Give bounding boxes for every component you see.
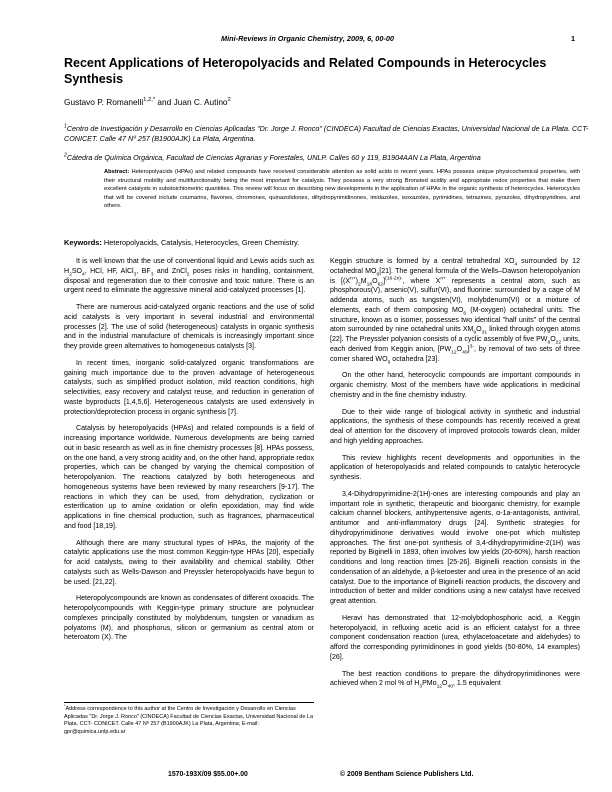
body-paragraph: 3,4-Dihydropyrimidine-2(1H)-ones are interesting compounds and play an important role in synthetic, therapeutic and bioorganic chemistry, for example calcium channel blockers, antihypertensive agents, α-1a-antagonists, antiviral, antitumor and anti-inflammatory drugs [24]. Synthetic strategies for dihydropyrimidinone derivatives would involve one-pot which multistep approaches. The first one-pot synthesis of 3,4-dihydropyrimidine-2(1H) was reported by Biginelli in 1893, often involves low yields (20-60%), harsh reaction conditions and long reaction times [25-26]. Biginelli reaction consists in the condensation of an aldehyde, a β-ketoester and urea in the presence of an acid catalyst. Due to the importance of Biginelli reaction products, the discovery and introduction of better and milder conditions using a new catalyst have received great attention. <box>330 490 580 605</box>
keywords-label: Keywords: <box>64 238 102 247</box>
article-title: Recent Applications of Heteropolyacids and Related Compounds in Heterocycles Synthesis <box>64 56 547 86</box>
footnote-text: Address correspondence to this author at the Centro de Investigación y Desarrollo en Ciencias Aplicadas "Dr. Jorge J. Ronco" (CINDECA) Facultad de Ciencias Exactas, Universidad Nacional de La Plata. CCT- CONICET. Calle 47 Nº 257 (B1900AJK) La Plata, Argentina; E-mail: gpr@quimica.unlp.edu.ar <box>64 706 314 735</box>
left-column <box>64 257 314 650</box>
right-column <box>330 257 580 696</box>
author-name: Juan C. Autino <box>173 97 228 107</box>
copyright-notice: © 2009 Bentham Science Publishers Ltd. <box>340 771 474 778</box>
affiliation-superscript: 1 <box>64 123 67 130</box>
affiliation-2 <box>64 153 589 163</box>
body-paragraph: Although there are many structural types of HPAs, the majority of the catalytic applications use the most common Keggin-type HPAs [20], especially for acid catalysts, owing to their availability and chemical stability. Other catalysts such as Wells-Dawson and Preyssler heteropolyacids have begun to be used. [21,22]. <box>64 539 314 586</box>
affiliation-superscript: 2 <box>64 152 67 159</box>
body-paragraph: Heravi has demonstrated that 12-molybdophosphoric acid, a Keggin heteropolyacid, in refluxing acetic acid is an efficient catalyst for a three component condensation reaction (urea, ethylacetoacetate and aldehydes) to afford the corresponding pyrimidinones in good yields (50-80%, 14 examples) [26]. <box>330 614 580 661</box>
author-name: Gustavo P. Romanelli <box>64 97 144 107</box>
footnote-mark: * <box>64 704 66 709</box>
author-line <box>64 97 584 107</box>
running-head <box>40 34 575 46</box>
body-paragraph: Keggin structure is formed by a central tetrahedral $XO_4$ surrounded by 12 octahedral $MO_6[21]$. The general formula of the Wells–Dawson heteropolyanion is $[(X^{n+})_2M_{18}O_{62}]^{(16-2n)-}$, where $X^{n+}$ represents a central atom, such as phosphorous(V), arsenic(V), sulfur(VI), and fluorine: surrounded by a cage of M addenda atoms, such as tungsten(VI), molybdenum(VI) or a mixture of elements, each of them composing $MO_6$ (M-oxygen) octahedral units. The structure, known as α isomer, possesses two identical "half units" of the central atom surrounded by nine octahedral units $XM_9O_{31}$ linked through oxygen atoms [22]. The Preyssler polyanion consists of a cyclic assembly of five $PW_6O_{22}$ units, each derived from Keggin anion, $[PW_{12}O_{40}]^{3-}$, by removal of two sets of three corner shared $WO_6$ octahedra [23]. <box>330 258 580 365</box>
keywords-text: Heteropolyacids, Catalysis, Heterocycles, Green Chemistry. <box>103 238 300 247</box>
page-number: 1 <box>570 34 575 43</box>
author-superscript: 2 <box>227 97 231 104</box>
body-paragraph: It is well known that the use of conventional liquid and Lewis acids such as $H_2SO_4$, HCl, HF, AlCl$_3$, $BF_3$ and ZnCl$_2$ poses risks in handling, containment, disposal and regeneration due to their corrosive and toxic nature. There is an urgent need to eliminate the aggressive mineral acid-catalyzed processes [1]. <box>64 258 315 295</box>
abstract-text: Heteropolyacids (HPAs) and related compounds have received considerable attention as solid acids in recent years. HPAs possess unique physicochemical properties, with their structural mobility and multifunctionality being the most important for catalysis. They possess a very strong Bronsted acidity and appropriate redox properties that make them excellent catalysts in substoichiometric quantities. This review will focus on describing new developments in the application of HPAs in the organic synthesis of heterocycles. Heterocycles that will be covered include coumarins, flavones, chromones, quinazolidones, dihydropyrimidinones, imidazoles, isoxazoles, pyrimidines, tetrazines, pyrazoles, dihydropyridines, and others. <box>104 169 580 209</box>
abstract <box>104 168 580 211</box>
affiliation-1 <box>64 124 589 144</box>
journal-citation: Mini-Reviews in Organic Chemistry, 2009, 6, 00-00 <box>221 34 394 43</box>
body-paragraph: This review highlights recent developments and opportunities in the application of heteropolyacids and related compounds to catalytic heterocycle synthesis. <box>330 454 580 481</box>
body-paragraph: On the other hand, heterocyclic compounds are important compounds in organic chemistry. Most of the members have wide applications in medicinal chemistry and in the fine chemistry industry. <box>330 372 580 399</box>
author-conjunction: and <box>157 97 172 107</box>
affiliation-text: Cátedra de Química Orgánica, Facultad de Ciencias Agrarias y Forestales, UNLP. Calles 60 y 119, B1904AAN La Plata, Argentina <box>66 153 481 162</box>
body-paragraph: Due to their wide range of biological activity in synthetic and industrial applications, the synthesis of these compounds has recently received a great deal of attention for the discovery of improved protocols towards clean, milder and high yielding approaches. <box>330 408 580 445</box>
abstract-label: Abstract: <box>104 169 130 175</box>
body-paragraph: In recent times, inorganic solid-catalyzed organic transformations are gaining much importance due to the proven advantage of heterogeneous catalysts, such as simplified product isolation, mild reaction conditions, high selectivities, easy recovery and catalyst reuse, and reduction in generation of waste byproducts [1,4,5,6]. Heterogeneous catalysts are used extensively in protection/deprotection process in organic synthesis [7]. <box>64 359 314 416</box>
correspondence-footnote <box>64 702 314 736</box>
affiliation-text: Centro de Investigación y Desarrollo en Ciencias Aplicadas "Dr. Jorge J. Ronco" (CINDECA) Facultad de Ciencias Exactas, Universidad Nacional de La Plata. CCT- CONICET. Calle 47 Nº 257 (B1900AJK) La Plata, Argentina. <box>64 124 589 143</box>
issn-price: 1570-193X/09 $55.00+.00 <box>168 771 248 778</box>
body-paragraph: The best reaction conditions to prepare the dihydropyrimidinones were achieved when 2 mol % of $H_3PMo_{12}O_{40}$, 1.5 equivalent <box>330 670 580 690</box>
keywords <box>64 238 584 247</box>
body-paragraph: There are numerous acid-catalyzed organic reactions and the use of solid acid catalysts is very important in several industrial and environmental processes [2]. The use of solid (heterogeneous) catalysts in organic synthesis and in the industrial manufacture of chemicals is increasingly important since they provide green alternatives to homogeneous catalysts [3]. <box>64 304 314 350</box>
body-paragraph: Catalysis by heteropolyacids (HPAs) and related compounds is a field of increasing importance worldwide. Numerous developments are being carried out in basic research as well as in fine chemistry processes [8]. HPAs possess, on the one hand, a very strong acidity and, on the other hand, appropriate redox properties, which can be changed by varying the chemical composition of heteropolyanion. The reactions catalyzed by both heterogeneous and homogeneous systems have been reviewed by many researchers [9-17]. The reactions in which they can be used, from dehydration, cyclization or esterification up to amine oxidation or olefin epoxidation, may find wide applications in fine chemical production, such as fragrances, pharmaceutical and food [18,19]. <box>64 425 314 530</box>
body-paragraph: Heteropolycompounds are known as condensates of different oxoacids. The heteropolycompounds with Keggin-type primary structure are polynuclear complexes principally constituted by molybdenum, tungsten or vanadium as polyatoms (M), and phosphorus, silicon or germanium as central atom or heteroatom (X). The <box>64 595 314 642</box>
author-superscript: 1,2,* <box>143 97 156 104</box>
